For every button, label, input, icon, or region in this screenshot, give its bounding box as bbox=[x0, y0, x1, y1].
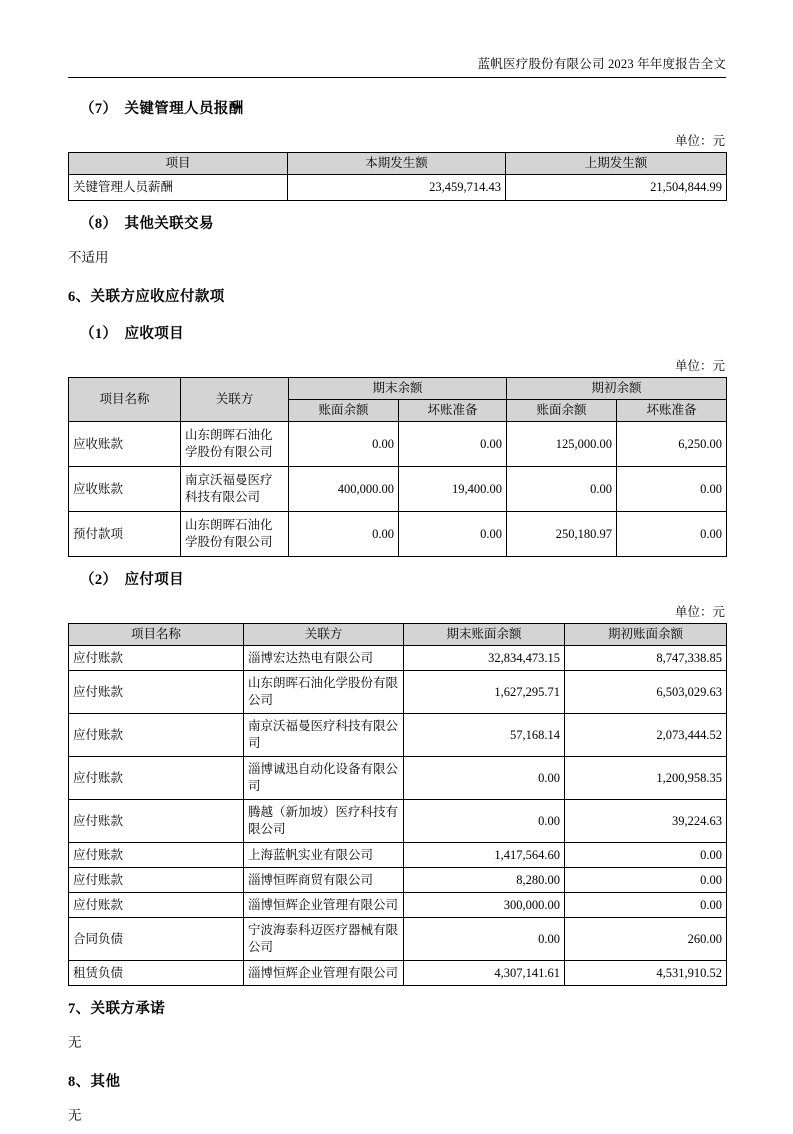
table-header-row bbox=[69, 624, 727, 646]
receivable-items-table bbox=[68, 377, 727, 557]
text-related-party-commitments: 无 bbox=[68, 1035, 82, 1050]
column-header-beginning-book-balance: 账面余额 bbox=[507, 400, 617, 422]
cell-item-name: 应付账款 bbox=[69, 868, 244, 893]
cell-ending-bad-debt: 0.00 bbox=[399, 422, 507, 467]
heading-other: 8、其他 bbox=[68, 1074, 121, 1090]
cell-related-party: 宁波海泰科迈医疗器械有限公司 bbox=[244, 918, 404, 961]
text-other: 无 bbox=[68, 1108, 82, 1123]
cell-related-party: 上海蓝帆实业有限公司 bbox=[244, 843, 404, 868]
cell-ending-book-balance: 57,168.14 bbox=[404, 714, 565, 757]
heading-related-party-commitments: 7、关联方承诺 bbox=[68, 1001, 166, 1017]
column-header-ending-balance: 期末余额 bbox=[289, 378, 507, 400]
cell-item-name: 应付账款 bbox=[69, 843, 244, 868]
cell-item-name: 应付账款 bbox=[69, 714, 244, 757]
cell-ending-book-balance: 0.00 bbox=[289, 512, 399, 557]
cell-beginning-bad-debt: 6,250.00 bbox=[617, 422, 727, 467]
table-row bbox=[69, 646, 727, 671]
column-header-related-party: 关联方 bbox=[244, 624, 404, 646]
unit-label-payable: 单位：元 bbox=[674, 605, 725, 619]
cell-related-party: 山东朗晖石油化学股份有限公司 bbox=[181, 422, 289, 467]
cell-item-name: 租赁负债 bbox=[69, 961, 244, 986]
cell-beginning-book-balance: 4,531,910.52 bbox=[565, 961, 727, 986]
column-header-ending-bad-debt: 坏账准备 bbox=[399, 400, 507, 422]
cell-item-name: 预付款项 bbox=[69, 512, 181, 557]
cell-ending-bad-debt: 19,400.00 bbox=[399, 467, 507, 512]
heading-title: 关键管理人员报酬 bbox=[124, 101, 244, 117]
heading-payable-items bbox=[68, 559, 726, 596]
column-header-item-name: 项目名称 bbox=[69, 624, 244, 646]
cell-ending-bad-debt: 0.00 bbox=[399, 512, 507, 557]
column-header-beginning-book-balance: 期初账面余额 bbox=[565, 624, 727, 646]
cell-related-party: 山东朗晖石油化学股份有限公司 bbox=[244, 671, 404, 714]
table-row bbox=[69, 918, 727, 961]
cell-ending-book-balance: 32,834,473.15 bbox=[404, 646, 565, 671]
cell-item-name: 应付账款 bbox=[69, 646, 244, 671]
table-header-row-top bbox=[69, 378, 727, 400]
heading-title: 应收项目 bbox=[124, 326, 185, 342]
cell-related-party: 淄博恒晖商贸有限公司 bbox=[244, 868, 404, 893]
cell-beginning-book-balance: 0.00 bbox=[565, 843, 727, 868]
header-rule bbox=[68, 77, 726, 78]
column-header-item-name: 项目名称 bbox=[69, 378, 181, 422]
column-header-related-party: 关联方 bbox=[181, 378, 289, 422]
unit-label-receivable: 单位：元 bbox=[674, 359, 725, 373]
heading-title: 其他关联交易 bbox=[124, 216, 214, 232]
cell-ending-book-balance: 0.00 bbox=[404, 757, 565, 800]
cell-beginning-book-balance: 0.00 bbox=[565, 868, 727, 893]
cell-item-name: 关键管理人员薪酬 bbox=[69, 175, 288, 201]
heading-number: （1） bbox=[80, 326, 118, 342]
cell-ending-book-balance: 4,307,141.61 bbox=[404, 961, 565, 986]
heading-number: （2） bbox=[80, 572, 118, 588]
cell-item-name: 应付账款 bbox=[69, 800, 244, 843]
text-other-related-transactions: 不适用 bbox=[68, 250, 109, 265]
receivable-table-body bbox=[69, 422, 727, 557]
cell-beginning-book-balance: 260.00 bbox=[565, 918, 727, 961]
cell-item-name: 应付账款 bbox=[69, 757, 244, 800]
table-row bbox=[69, 757, 727, 800]
table-row bbox=[69, 512, 727, 557]
cell-item-name: 应收账款 bbox=[69, 422, 181, 467]
running-header bbox=[68, 56, 726, 72]
cell-ending-book-balance: 0.00 bbox=[404, 800, 565, 843]
table-row bbox=[69, 175, 727, 201]
cell-related-party: 山东朗晖石油化学股份有限公司 bbox=[181, 512, 289, 557]
payable-table-body bbox=[69, 646, 727, 986]
cell-beginning-book-balance: 39,224.63 bbox=[565, 800, 727, 843]
column-header-ending-book-balance: 期末账面余额 bbox=[404, 624, 565, 646]
cell-ending-book-balance: 400,000.00 bbox=[289, 467, 399, 512]
key-management-compensation-table bbox=[68, 152, 727, 201]
payable-items-table bbox=[68, 623, 727, 986]
column-header-beginning-balance: 期初余额 bbox=[507, 378, 727, 400]
cell-beginning-book-balance: 2,073,444.52 bbox=[565, 714, 727, 757]
cell-related-party: 淄博宏达热电有限公司 bbox=[244, 646, 404, 671]
table-row bbox=[69, 893, 727, 918]
cell-beginning-book-balance: 125,000.00 bbox=[507, 422, 617, 467]
cell-item-name: 应付账款 bbox=[69, 893, 244, 918]
column-header-item: 项目 bbox=[69, 153, 288, 175]
cell-current-amount: 23,459,714.43 bbox=[288, 175, 506, 201]
cell-beginning-book-balance: 1,200,958.35 bbox=[565, 757, 727, 800]
column-header-current-period: 本期发生额 bbox=[288, 153, 506, 175]
cell-beginning-bad-debt: 0.00 bbox=[617, 467, 727, 512]
column-header-previous-period: 上期发生额 bbox=[506, 153, 727, 175]
cell-related-party: 腾越（新加坡）医疗科技有限公司 bbox=[244, 800, 404, 843]
table-row bbox=[69, 961, 727, 986]
cell-previous-amount: 21,504,844.99 bbox=[506, 175, 727, 201]
cell-related-party: 南京沃福曼医疗科技有限公司 bbox=[181, 467, 289, 512]
table-row bbox=[69, 714, 727, 757]
table-row bbox=[69, 843, 727, 868]
heading-related-party-receivables-payables: 6、关联方应收应付款项 bbox=[68, 289, 225, 305]
cell-ending-book-balance: 0.00 bbox=[404, 918, 565, 961]
cell-beginning-book-balance: 0.00 bbox=[565, 893, 727, 918]
cell-item-name: 合同负债 bbox=[69, 918, 244, 961]
cell-beginning-book-balance: 250,180.97 bbox=[507, 512, 617, 557]
column-header-beginning-bad-debt: 坏账准备 bbox=[617, 400, 727, 422]
page-content bbox=[68, 88, 726, 1134]
cell-ending-book-balance: 1,417,564.60 bbox=[404, 843, 565, 868]
cell-related-party: 淄博恒辉企业管理有限公司 bbox=[244, 893, 404, 918]
heading-number: （7） bbox=[80, 101, 118, 117]
cell-ending-book-balance: 300,000.00 bbox=[404, 893, 565, 918]
table-header-row bbox=[69, 153, 727, 175]
cell-related-party: 南京沃福曼医疗科技有限公司 bbox=[244, 714, 404, 757]
table-row bbox=[69, 671, 727, 714]
heading-receivable-items bbox=[68, 313, 726, 350]
cell-related-party: 淄博恒辉企业管理有限公司 bbox=[244, 961, 404, 986]
cell-ending-book-balance: 1,627,295.71 bbox=[404, 671, 565, 714]
cell-beginning-book-balance: 8,747,338.85 bbox=[565, 646, 727, 671]
heading-other-related-transactions bbox=[68, 203, 726, 240]
cell-item-name: 应收账款 bbox=[69, 467, 181, 512]
table-row bbox=[69, 467, 727, 512]
table-row bbox=[69, 868, 727, 893]
heading-title: 应付项目 bbox=[124, 572, 185, 588]
cell-ending-book-balance: 0.00 bbox=[289, 422, 399, 467]
running-header-text: 蓝帆医疗股份有限公司 2023 年年度报告全文 bbox=[477, 57, 726, 71]
column-header-ending-book-balance: 账面余额 bbox=[289, 400, 399, 422]
table-row bbox=[69, 800, 727, 843]
cell-item-name: 应付账款 bbox=[69, 671, 244, 714]
cell-ending-book-balance: 8,280.00 bbox=[404, 868, 565, 893]
cell-beginning-book-balance: 0.00 bbox=[507, 467, 617, 512]
table-row bbox=[69, 422, 727, 467]
cell-related-party: 淄博诚迅自动化设备有限公司 bbox=[244, 757, 404, 800]
cell-beginning-book-balance: 6,503,029.63 bbox=[565, 671, 727, 714]
heading-number: （8） bbox=[80, 216, 118, 232]
unit-label-compensation: 单位：元 bbox=[674, 134, 725, 148]
heading-key-management-compensation bbox=[68, 88, 726, 125]
cell-beginning-bad-debt: 0.00 bbox=[617, 512, 727, 557]
